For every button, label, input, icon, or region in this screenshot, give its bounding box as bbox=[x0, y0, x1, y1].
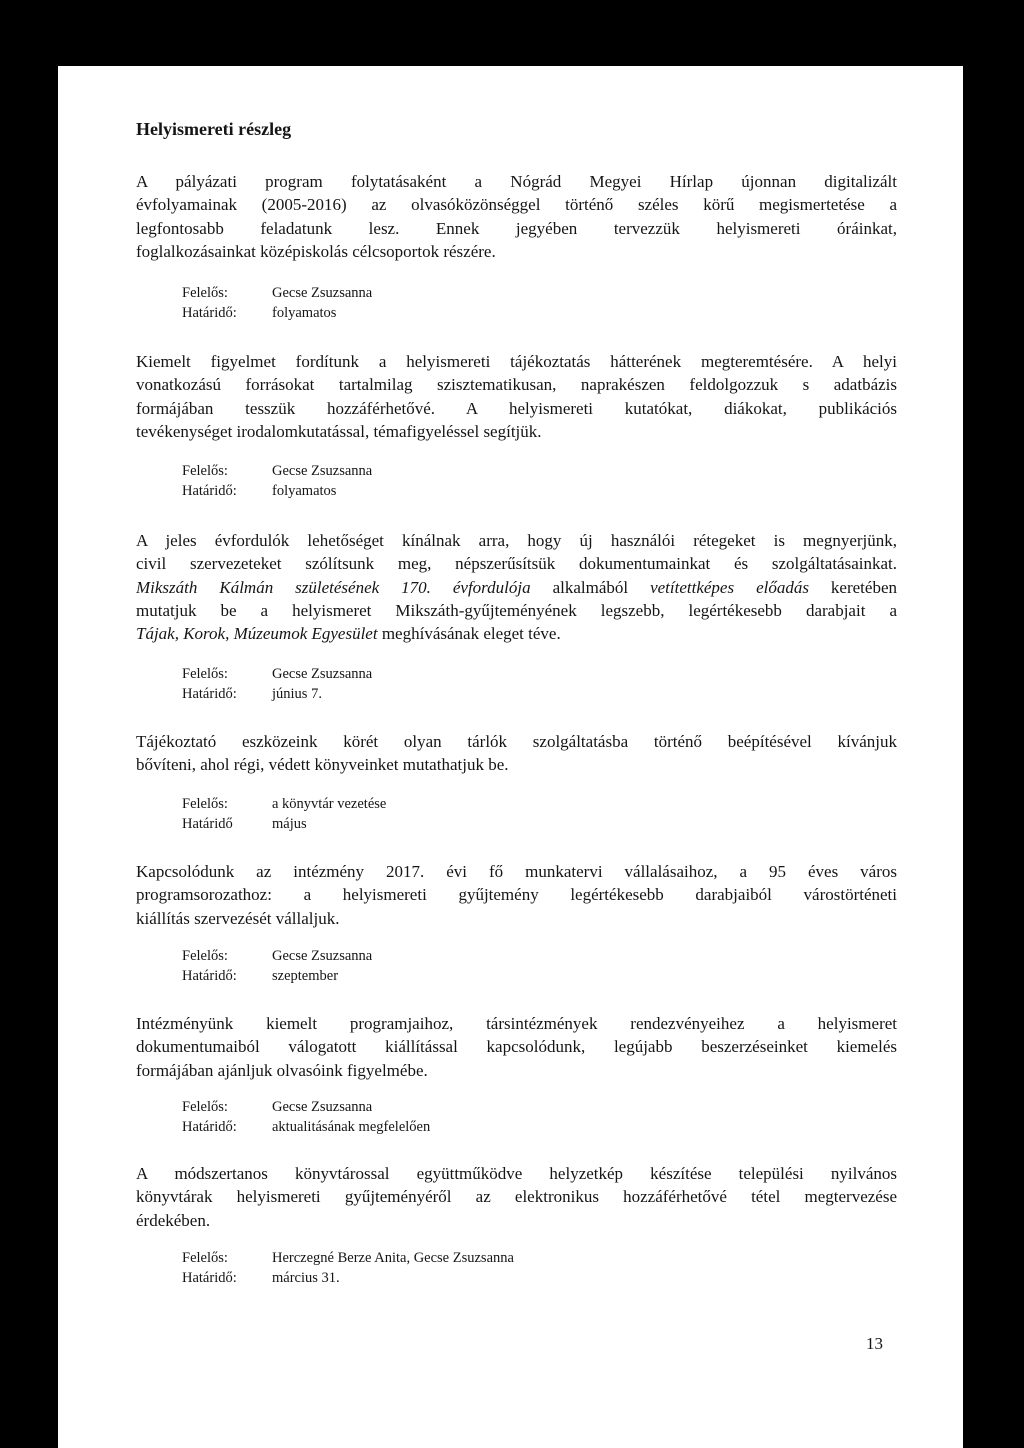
responsible-label: Felelős: bbox=[182, 666, 228, 682]
paragraph-city-anniversary bbox=[136, 860, 897, 930]
responsible-label: Felelős: bbox=[182, 285, 228, 301]
responsible-value: Gecse Zsuzsanna bbox=[272, 463, 373, 479]
deadline-label: Határidő: bbox=[182, 1270, 237, 1286]
deadline-label: Határidő: bbox=[182, 968, 237, 984]
paragraph-line: civil szervezeteket szólítsunk meg, népszerűsítsük dokumentumainkat és szolgáltatásainkat. bbox=[136, 554, 897, 574]
paragraph-line: könyvtárak helyismereti gyűjteményéről az elektronikus hozzáférhetővé tétel megtervezése bbox=[136, 1187, 897, 1207]
responsibility-block bbox=[182, 283, 372, 323]
deadline-value: folyamatos bbox=[272, 483, 337, 499]
paragraph-digitization bbox=[136, 170, 897, 263]
responsible-value: Gecse Zsuzsanna bbox=[272, 1099, 373, 1115]
plain-text: meghívásának eleget téve. bbox=[377, 624, 561, 644]
responsible-label: Felelős: bbox=[182, 463, 228, 479]
paragraph-line bbox=[136, 622, 897, 645]
paragraph-line: Kiemelt figyelmet fordítunk a helyismereti tájékoztatás hátterének megteremtésére. A helyi bbox=[136, 352, 897, 371]
responsible-value: Herczegné Berze Anita, Gecse Zsuzsanna bbox=[272, 1250, 514, 1266]
paragraph-line: formájában ajánljuk olvasóink figyelmébe. bbox=[136, 1060, 428, 1080]
document-page bbox=[58, 66, 963, 1448]
paragraph-line: kiállítás szervezését vállaljuk. bbox=[136, 908, 340, 928]
paragraph-exhibitions bbox=[136, 1012, 897, 1082]
paragraph-line: formájában tesszük hozzáférhetővé. A helyismereti kutatókat, diákokat, publikációs bbox=[136, 398, 897, 418]
paragraph-line: A pályázati program folytatásaként a Nógrád Megyei Hírlap újonnan digitalizált bbox=[136, 172, 897, 191]
deadline-label: Határidő: bbox=[182, 483, 237, 499]
deadline-value: szeptember bbox=[272, 968, 339, 984]
paragraph-line: dokumentumaiból válogatott kiállítással kapcsolódunk, legújabb beszerzéseinket kiemelés bbox=[136, 1037, 897, 1057]
paragraph-line: foglalkozásainkat középiskolás célcsoportok részére. bbox=[136, 241, 496, 261]
responsible-value: a könyvtár vezetése bbox=[272, 796, 387, 812]
deadline-value: május bbox=[272, 816, 307, 832]
paragraph-line: érdekében. bbox=[136, 1210, 211, 1230]
paragraph-line: programsorozathoz: a helyismereti gyűjtemény legértékesebb darabjaiból várostörténeti bbox=[136, 885, 897, 905]
paragraph-anniversaries bbox=[136, 529, 897, 645]
deadline-value: március 31. bbox=[272, 1270, 340, 1286]
responsible-value: Gecse Zsuzsanna bbox=[272, 666, 373, 682]
paragraph-line bbox=[136, 576, 897, 599]
responsible-label: Felelős: bbox=[182, 948, 228, 964]
italic-text: Tájak, Korok, Múzeumok Egyesület bbox=[136, 624, 378, 644]
paragraph-methodology bbox=[136, 1162, 897, 1232]
paragraph-line: tevékenységet irodalomkutatással, témafigyeléssel segítjük. bbox=[136, 421, 542, 441]
paragraph-line: A módszertanos könyvtárossal együttműködve helyzetkép készítése települési nyilvános bbox=[136, 1164, 897, 1183]
plain-text: keretében bbox=[808, 577, 897, 597]
responsible-label: Felelős: bbox=[182, 1099, 228, 1115]
paragraph-local-history-info bbox=[136, 350, 897, 443]
paragraph-line: Tájékoztató eszközeink körét olyan tárlók szolgáltatásba történő beépítésével kívánjuk bbox=[136, 732, 897, 751]
italic-text: vetítettképes előadás bbox=[650, 577, 809, 597]
plain-text: alkalmából bbox=[530, 577, 651, 597]
responsibility-block bbox=[182, 1097, 430, 1137]
responsible-value: Gecse Zsuzsanna bbox=[272, 948, 373, 964]
paragraph-line: Kapcsolódunk az intézmény 2017. évi fő munkatervi vállalásaihoz, a 95 éves város bbox=[136, 862, 897, 881]
italic-text: Mikszáth Kálmán születésének 170. évfordulója bbox=[136, 577, 531, 597]
responsible-label: Felelős: bbox=[182, 1250, 228, 1266]
responsibility-block bbox=[182, 461, 372, 501]
page-number: 13 bbox=[866, 1334, 883, 1353]
responsibility-block bbox=[182, 946, 372, 986]
deadline-label: Határidő: bbox=[182, 305, 237, 321]
paragraph-line: Intézményünk kiemelt programjaihoz, társintézmények rendezvényeihez a helyismeret bbox=[136, 1014, 897, 1033]
paragraph-line: bővíteni, ahol régi, védett könyveinket mutathatjuk be. bbox=[136, 755, 509, 775]
responsible-label: Felelős: bbox=[182, 796, 228, 812]
paragraph-line: legfontosabb feladatunk lesz. Ennek jegyében tervezzük helyismereti óráinkat, bbox=[136, 218, 897, 238]
paragraph-display-cases bbox=[136, 730, 897, 777]
responsibility-block bbox=[182, 1248, 514, 1288]
paragraph-line: mutatjuk be a helyismeret Mikszáth-gyűjteményének legszebb, legértékesebb darabjait a bbox=[136, 600, 897, 620]
responsibility-block bbox=[182, 664, 372, 704]
section-heading: Helyismereti részleg bbox=[136, 119, 292, 139]
paragraph-line: vonatkozású forrásokat tartalmilag szisztematikusan, naprakészen feldolgozzuk s adatbázis bbox=[136, 375, 897, 395]
responsible-value: Gecse Zsuzsanna bbox=[272, 285, 373, 301]
deadline-label: Határidő: bbox=[182, 1119, 237, 1135]
deadline-label: Határidő bbox=[182, 816, 233, 832]
paragraph-line: A jeles évfordulók lehetőséget kínálnak arra, hogy új használói rétegeket is megnyerjünk, bbox=[136, 531, 897, 550]
paragraph-line: évfolyamainak (2005-2016) az olvasóközönséggel történő széles körű megismertetése a bbox=[136, 195, 897, 215]
deadline-value: aktualitásának megfelelően bbox=[272, 1119, 431, 1135]
deadline-value: június 7. bbox=[272, 686, 322, 702]
deadline-value: folyamatos bbox=[272, 305, 337, 321]
deadline-label: Határidő: bbox=[182, 686, 237, 702]
responsibility-block bbox=[182, 794, 386, 834]
